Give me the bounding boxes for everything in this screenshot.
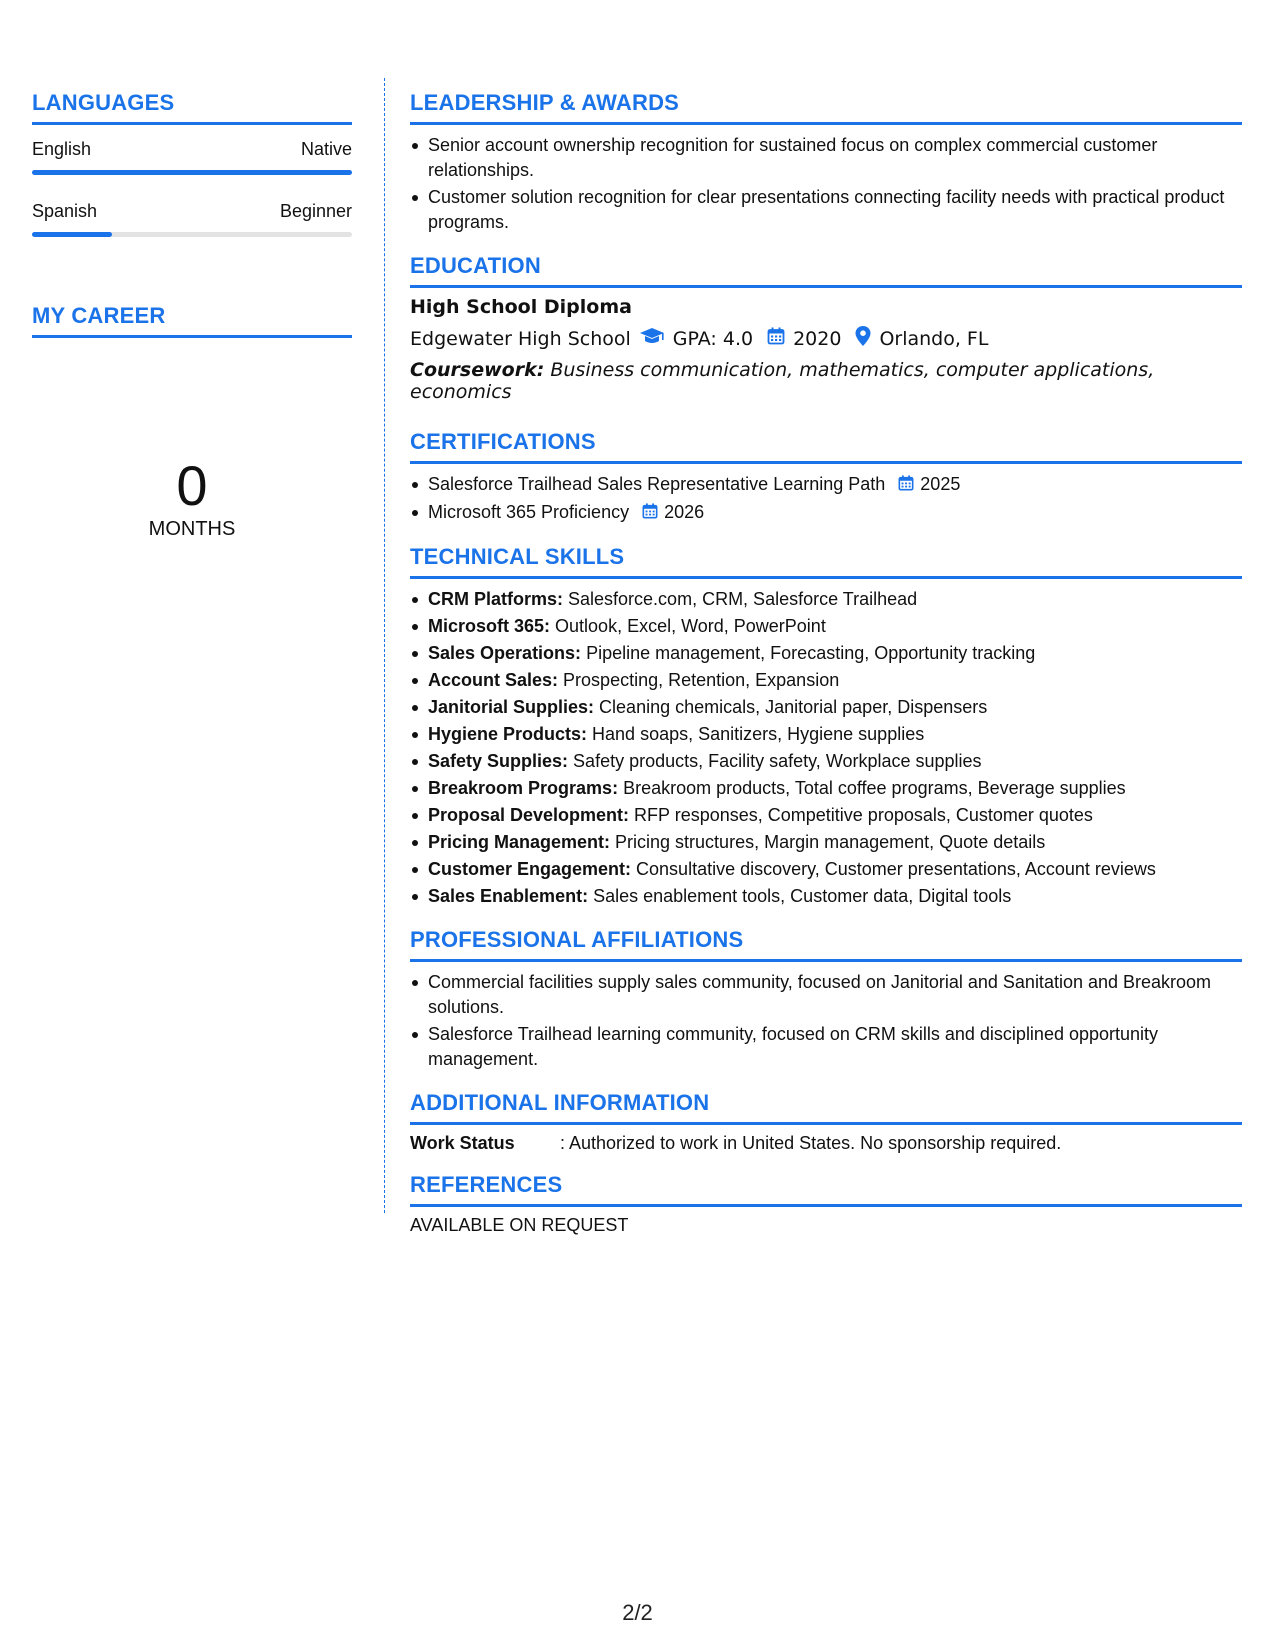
skill-value: Safety products, Facility safety, Workplace supplies [568, 750, 982, 771]
skill-value: Breakroom products, Total coffee programs, Beverage supplies [618, 777, 1126, 798]
skill-label: Breakroom Programs: [428, 777, 619, 798]
language-proficiency-fill [32, 232, 112, 237]
skill-label: CRM Platforms: [428, 588, 564, 609]
school-name: Edgewater High School [410, 327, 631, 350]
leadership-section [410, 90, 1242, 235]
skill-label: Janitorial Supplies: [428, 696, 595, 717]
skill-label: Account Sales: [428, 669, 559, 690]
skill-item [428, 695, 1242, 720]
skill-item [428, 641, 1242, 666]
technical-skills-title: TECHNICAL SKILLS [410, 544, 1242, 579]
career-value: 0 [176, 454, 208, 517]
skill-label: Hygiene Products: [428, 723, 588, 744]
right-column [410, 90, 1242, 1254]
skill-value: Outlook, Excel, Word, PowerPoint [550, 615, 826, 636]
skill-value: Cleaning chemicals, Janitorial paper, Dispensers [594, 696, 988, 717]
additional-info-section [410, 1090, 1242, 1154]
language-level: Beginner [279, 201, 352, 221]
career-duration [32, 454, 352, 541]
page-number: 2/2 [622, 1600, 653, 1625]
coursework-list: Business communication, mathematics, computer applications, economics [410, 359, 1155, 403]
skill-item [428, 749, 1242, 774]
skill-item [428, 830, 1242, 855]
skill-value: Hand soaps, Sanitizers, Hygiene supplies [587, 723, 925, 744]
skill-item [428, 668, 1242, 693]
affiliations-title: PROFESSIONAL AFFILIATIONS [410, 927, 1242, 962]
certification-name: Microsoft 365 Proficiency [428, 501, 630, 522]
skill-value: RFP responses, Competitive proposals, Customer quotes [629, 804, 1093, 825]
skill-item [428, 587, 1242, 612]
list-item: Customer solution recognition for clear presentations connecting facility needs with practical product programs. [428, 185, 1242, 235]
language-level: Native [300, 139, 352, 159]
calendar-icon [767, 327, 785, 350]
skill-value: Consultative discovery, Customer presentations, Account reviews [631, 858, 1156, 879]
education-title: EDUCATION [410, 253, 1242, 288]
education-details [410, 326, 1242, 351]
skill-item [428, 884, 1242, 909]
skill-item [428, 803, 1242, 828]
calendar-icon [642, 501, 658, 526]
work-status-row [410, 1133, 1242, 1154]
skill-value: Sales enablement tools, Customer data, Digital tools [588, 885, 1012, 906]
skill-value: Salesforce.com, CRM, Salesforce Trailhead [563, 588, 918, 609]
education-section [410, 253, 1242, 403]
technical-skills-section [410, 544, 1242, 909]
skill-label: Pricing Management: [428, 831, 611, 852]
skill-label: Proposal Development: [428, 804, 630, 825]
language-name: English [32, 139, 92, 159]
gpa: GPA: 4.0 [672, 327, 754, 350]
language-proficiency-bar [32, 232, 352, 237]
affiliations-section [410, 927, 1242, 1072]
career-title: MY CAREER [32, 303, 352, 338]
left-column [32, 90, 352, 541]
list-item: Senior account ownership recognition for sustained focus on complex commercial customer relationships. [428, 133, 1242, 183]
leadership-title: LEADERSHIP & AWARDS [410, 90, 1242, 125]
work-status-value: : Authorized to work in United States. No sponsorship required. [560, 1132, 1062, 1153]
skill-item [428, 614, 1242, 639]
certifications-section [410, 429, 1242, 526]
skill-item [428, 776, 1242, 801]
calendar-icon [898, 473, 914, 498]
coursework-label: Coursework: [410, 359, 545, 381]
degree: High School Diploma [410, 296, 632, 318]
skill-label: Safety Supplies: [428, 750, 569, 771]
certifications-title: CERTIFICATIONS [410, 429, 1242, 464]
skill-label: Sales Enablement: [428, 885, 589, 906]
skill-value: Pricing structures, Margin management, Quote details [610, 831, 1046, 852]
list-item: Commercial facilities supply sales community, focused on Janitorial and Sanitation and Breakroom solutions. [428, 970, 1242, 1020]
career-unit: MONTHS [148, 518, 236, 540]
languages-title: LANGUAGES [32, 90, 352, 125]
list-item [428, 472, 1242, 498]
references-text: AVAILABLE ON REQUEST [410, 1214, 629, 1235]
language-proficiency-fill [32, 170, 352, 175]
graduation-cap-icon [639, 327, 665, 350]
certification-year: 2026 [664, 501, 705, 522]
certification-name: Salesforce Trailhead Sales Representative Learning Path [428, 474, 886, 494]
certification-year: 2025 [920, 474, 961, 494]
career-section [32, 303, 352, 541]
skill-value: Prospecting, Retention, Expansion [558, 669, 840, 690]
skill-label: Microsoft 365: [428, 615, 551, 636]
location-pin-icon [855, 326, 871, 351]
skill-label: Customer Engagement: [428, 858, 632, 879]
references-section [410, 1172, 1242, 1236]
references-title: REFERENCES [410, 1172, 1242, 1207]
languages-section [32, 90, 352, 237]
column-divider [384, 78, 385, 1213]
list-item: Salesforce Trailhead learning community, focused on CRM skills and disciplined opportunity management. [428, 1022, 1242, 1072]
school-location: Orlando, FL [879, 327, 989, 350]
language-name: Spanish [32, 201, 98, 221]
skill-label: Sales Operations: [428, 642, 582, 663]
language-proficiency-bar [32, 170, 352, 175]
skill-value: Pipeline management, Forecasting, Opportunity tracking [581, 642, 1036, 663]
skill-item [428, 857, 1242, 882]
language-item [32, 139, 352, 175]
graduation-year: 2020 [793, 327, 842, 350]
list-item [428, 500, 1242, 526]
language-item [32, 201, 352, 237]
coursework [410, 359, 1242, 403]
skill-item [428, 722, 1242, 747]
additional-info-title: ADDITIONAL INFORMATION [410, 1090, 1242, 1125]
work-status-label: Work Status [410, 1132, 515, 1153]
